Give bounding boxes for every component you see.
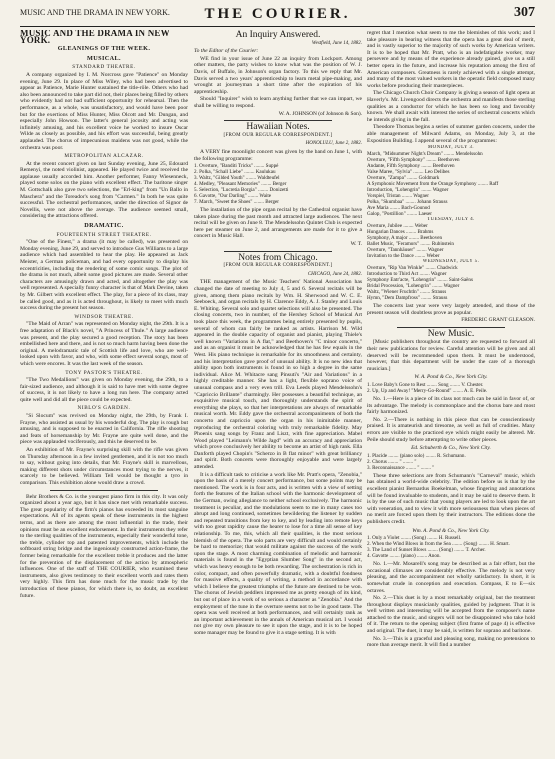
new-music-title: New Music. [427,328,475,339]
programme-item: Andante, Fifth Symphony ........ Beethoven [367,163,455,170]
programme-item: Bridal Procession, "Lohengrin" ........ Wagner [367,283,460,290]
article-paragraph: "The Two Medallions" was given on Monday evening, the 29th, to a fair-sized audience, and although it is said to have met with some degree of success, it is not likely to have a long run here. The company acted quite well and did all the piece could be expected. [20,377,188,403]
music-list-item: 1. Only a Violet ........ (Song) ........ H. Russell. [367,535,462,542]
page-number: 307 [514,5,535,20]
music-list [367,382,535,394]
divider [397,327,505,328]
fourteenth-street-heading: FOURTEENTH STREET THEATRE. [56,231,152,238]
programme-item: 7. March, "Sweet the Shoes" ........ Berger [194,199,279,206]
review-paragraph: No. 2.—There is nothing in this piece that can be conscientiously praised. It is amateurish and tiresome, as well as full of crudities. Many errors are visible to the practiced eye which might easily be altered. Mr. Peile should study before attempting to write other pieces. [367,416,535,443]
programme-item: Polka, "Skumbaa" ........ Johann Strauss [367,199,448,206]
programme-item: Symphony, A major ........ Beethoven [367,235,443,242]
programme-item: Ave Maria ........ Bach-Gounod [367,205,430,212]
review-paragraph: These three selections are from Schumann's "Carneval" music, which has obtained a world-wide celebrity. The edition before us is that by the excellent pianist Bernardus Boekelman, whose fingering and annotations will be found invaluable to students, and it may be said to deserve them. It is by the use of such music that young players are led to look upon the art with veneration, and to view it with more seriousness than when pieces of no merit are forced upon them by their instructors. The editions done the publishers credit. [367,472,535,525]
programme-date: MONDAY, JULY 3. [427,145,475,151]
programme-item: Galop, "Postillion" ........ Laeser [367,211,432,218]
salutation: To the Editor of the Courier: [194,48,259,55]
programme-item: 5. Selection, "Lucretia Borgia" ........ Donizetti [194,187,289,194]
masthead-title: THE COURIER. [204,6,351,22]
music-list-item: 1. Placide ........ (piano solo) ........ R. Schumann. [367,452,466,459]
article-paragraph: Behr Brothers & Co. is the youngest piano firm in this city. It was only organized about a year ago, but it has since met with remarkable success. The great popularity of the firm's pianos has exceeded its most sanguine expectations. All of its agents speak of these instruments in the highest terms, and as there are among the most influential in the trade, their opinions must be an excellent endorsement. In their instruments they refer to the sterling qualities of the instruments, especially their wonderful tone, the treble, cylinder top and patented improvements, which include the softboard string bridge and the ingeniously constructed action-frame, the former being remarkable for the excellent treble it produces and the latter for the prevention of the displacement of the action by atmospheric influences. One of the staff of THE COURIER, who examined these instruments, also gives testimony to their excellent worth and rates them very highly. This firm has done much for the music trade by the introduction of these pianos, for which there is, no doubt, an excellent future. [20,493,188,599]
review-paragraph: No. 1.—Here is a piece of its class not much can be said in favor of, or its advantage. The melody is commonplace and the chorus bare and most fairly harmonized. [367,396,535,416]
inquiry-title: An Inquiry Answered. [235,30,321,40]
programme-item: Overture, "Rip Van Winkle" ........ Chadwick [367,265,458,272]
programme-item: 2. Polka, "Schall Liebe" ........ Kaulukau [194,169,276,176]
publisher-heading: W. A. Pond & Co., New York City. [414,374,488,381]
programme-list [367,145,535,301]
programme-item: Hungarian Dances ........ Brahms [367,229,434,236]
programme-item: Introduction, "Lohengrin" ........ Wagner [367,187,449,194]
programme-item: Vorspiel, Tristan ........ Wagner [367,193,429,200]
correspondent-note: [FROM OUR REGULAR CORRESPONDENT.] [223,132,333,138]
hawaiian-notes-title: Hawaiian Notes. [246,122,310,133]
programme-item: Introduction to Third Act ........ Wagner [367,271,447,278]
dramatic-heading: DRAMATIC. [84,222,124,230]
correspondent-note: [FROM OUR REGULAR CORRESPONDENT.] [223,263,333,269]
dateline: CHICAGO, June 24, 1882. [307,271,362,277]
programme-item: 4. Medley, "Pleasant Memories" ........ Berger [194,181,287,188]
chicago-notes-title: Notes from Chicago. [238,252,318,263]
programme-list [194,163,362,205]
page-header [20,4,535,27]
programme-item: Overture, "Tannhäuser" ........ Wagner [367,247,444,254]
article-paragraph: At the recent concert given on last Sunday evening, June 25, Edouard Remenyi, the noted violinist, appeared. He played twice and received the applause usually accorded him. Another performer, Fanny Wiesenneck, played some solos on the piano with excellent effect. The baritone singer M. Gottschalk also gave two selections, the "Erl-king" from "Un Ballo in Maschera" and the Toreador's song from "Carmen." In both he was quite successful. The orchestral performances, under the direction of Signor de Novellis, were not above the average. The audience seemed small, considering the attractions offered. [20,160,188,220]
dateline: Westfield, June 14, 1882. [311,40,362,46]
article-paragraph: It is a difficult task to criticise a work like Mr. Pratt's opera, "Zenobia," upon the basis of a merely concert performance, but some points may be mentioned. The work is in four acts, and is written with a view of setting forth the features of the Italian school with the harmonic development of the German, owing allegiance to neither school exclusively. The harmonic treatment is peculiar, and the modulations seem to me in many cases too abrupt and long continued, sometimes bewildering the listener by sudden and repeated transitions from key to key, and by leading into remote keys with too great rapidity cause the hearer to lose for a time all sense of key relationship. To me, this, which all their qualities, is the most serious blemish of the opera. The solo parts are very difficult and would certainly be hard to memorize; that would militate against the success of the work upon the stage. A most charming combination of melodic and harmonic materials is found in the "Egyptian Slumber Song" in the second act, which was heavy enough to be both rewarding. The orchestration is rich in color, compact, and often powerfully dramatic, with a doubtful fondness for massive effects, a quality of writing, a method in accordance with which I believe the greatest triumphs of the future are destined to be won. The chorus of Jewish peddlers impressed me as pretty enough of its kind, but out of place in a work of so serious a character as "Zenobia." And the employment of the tune in the overture seems not to be in good taste. The opera was well received at both performances, and will certainly rank as an important achievement in the annals of American musical art. I would not give my own pleasure to see it upon the stage, and it is to be hoped some manager may be found to give it a stage setting. It is with [194,471,362,636]
article-paragraph: The installation of the pipe organ recital by the Cathedral organist have taken place during the past month and attracted large audiences. The next recital will be given on June 8. The Mendelssohn Quintet Club is expected here per steamer on June 2, and arrangements are made for it to give a concert in Music Hall. [194,207,362,240]
article-paragraph: An exhibition of Mr. Frayne's surprising skill with the rifle was given on Thursday afternoon in a few invited gentlemen, and it is not too much to say, without going into details, that Mr. Frayne's skill is marvellous, making different shots under circumstances most trying to the nerves, it scarcely to be believed. William Tell would be thought a tyro in comparison. This exhibition alone would draw a crowd. [20,447,188,486]
music-list-item: 1. Love Baby's Gone to Rest ........ Song ........ V. Chester. [367,382,484,389]
programme-item: Invitation to the Dance ........ Weber [367,253,440,260]
programme-item: March, "Midsummer Night's Dream" ........ Mendelssohn [367,151,483,158]
music-list-item: 3. The Land of Sunset Blows ........ (Song) ........ T. Archer. [367,547,486,554]
signature: W. A. JOHNSON (of Johnson & Son). [278,110,362,117]
musical-heading: MUSICAL. [87,54,121,62]
music-list-item: 2. Up, Up and Away! "Merry-Go-Round" ........ A. E. Peile. [367,388,488,395]
music-list-item: 3. Reconnaissance ........ " ........ " [367,464,435,471]
programme-item: Waltz, "Wiener Fruchtln" ........ Strauss [367,289,447,296]
metropolitan-heading: METROPOLITAN ALCAZAR. [64,153,144,160]
divider [224,251,332,252]
article-paragraph: The Chicago Church Choir Company is giving a season of light opera at Haverly's. Mr. Livengood directs the orchestra and manifests those sterling qualities as a conductor for which he has been so long and favorably known. We shall await with interest the series of orchestral concerts which he intends giving in the fall. [367,90,535,123]
music-list-item: 2. Chorus ........ " ........ " [367,458,417,465]
running-head-section: MUSIC AND THE DRAMA IN NEW YORK. [20,8,170,17]
programme-item: 3. Waltz, "Gilded Youth" ........ Waldteufel [194,175,280,182]
programme-item: Ballet Music, "Feramors" ........ Rubinstein [367,241,454,248]
programme-item: Symphony Entr'acte, "Lohengrin" ........ Saint-Saëns [367,277,473,284]
column-2 [194,30,362,753]
signature: W. T. [350,241,362,248]
review-paragraph: No. 3.—This is a graceful and pleasing song, making no pretensions to more than average merit. It will find a number [367,635,535,649]
programme-item: 6. Gavotte, "Our Darling" ........ Waite [194,193,272,200]
programme-item: A Symphonic Movement from the Orange Symphony ........ Raff [367,181,499,188]
programme-item: 1. Overture, "Banditi Tricks" ........ Suppé [194,163,279,170]
review-paragraph: No. 1.—Mr. Mosarell's song may be described as a fair effort, but the occasional climaxes are considerably effective. The melody is not very pleasing, and the accompaniment not wholly satisfactory. In short, it is somewhat crude in conception and execution. Compass, E to E—six octaves. [367,561,535,594]
publisher-heading: Ed. Schuberth & Co., New York City. [411,445,491,452]
programme-item: Hymn, "Dem Dampfross" ........ Strauss [367,295,448,302]
article-paragraph: A company organized by I. M. Norcross gave "Patience" on Monday evening, June 29. In place of Miss Wiley, who had been advertised to appear as Patience, Marie Hunter sustained the title-rôle. Others who had also been announced to take part did not, their places being filled by others who evidently had not had sufficient opportunity for rehearsal. Then the performance, as a whole, was unsatisfactory, and would have been poor but for the exertions of Miss Hunter, Miss Olcott and Mr. Dungan, and especially John Howson. The latter's general jocosity and acting was infinitely amusing, and his excellent voice he worked to insure Oscar Wilde as closely as possible, and his effort was successful, being greatly applauded. The chorus of impecunious maidens was not good, while the orchestra was poor. [20,71,188,151]
windsor-heading: WINDSOR THEATRE. [74,313,134,320]
article-paragraph: "One of the Finest," a drama (it may be called), was presented on Monday evening, June 29, and served to introduce Gus Williams to a large audience which had assembled to hear the play. He appeared as Jack Meister, a German policeman, and had every opportunity to display his eccentricities, including the rendering of some comic songs. The plot of the drama is not much, albeit some good pictures are made. Several other characters are amusingly drawn and acted, and altogether the play was well represented. A specially funny character is that of Mark Devine, taken by Mr. Gilbert with excellent effect. The play, for a piece of its class, may be called good, and as it is acted throughout, is likely to meet with much success during the present hot season. [20,239,188,312]
programme-item: Valse Maree, "Sylvia" ........ Leo Delibes [367,169,450,176]
standard-theatre-heading: STANDARD THEATRE. [72,64,136,71]
dateline: HONOLULU, June 2, 1882. [305,141,362,147]
signature: FREDERIC GRANT GLEASON. [461,317,535,324]
article-paragraph: A VERY fine moonlight concert was given by the band on June 1, with the following programme: [194,148,362,162]
article-paragraph: WE find in your issue of June 22 an inquiry from Lockport. Among other matters, the party wishes to know what was the position of W. J. Davis, of Buffalo, in Johnson's organ factory. To this we reply that Mr. Davis served a two years' apprenticeship to learn metal pipe-making, and wrought at journeyman a short time after the expiration of his apprenticeship. [194,55,362,95]
article-paragraph: Theodore Thomas begins a series of summer garden concerts, under the able management of Milward Adams, on Monday, July 3, at the Exposition Building. I append several of the programmes: [367,124,535,144]
gleanings-subheading: GLEANINGS OF THE WEEK. [57,45,151,53]
programme-date: TUESDAY, JULY 4. [427,217,475,223]
programme-item: Overture, "Fifth Symphony" ........ Beethoven [367,157,460,164]
music-list-item: 2. When the Wind Blows in from the Sea ........ (Song) ........ H. Smart. [367,541,510,548]
article-paragraph: THE management of the Music Teachers' National Association has changed the date of meeting to July 4, 5 and 6. Several recitals will be given, among them piano recitals by Wm. H. Sherwood and W. C. E. Seeboeck, and organ recitals by H. Clarence Eddy, A. J. Stanley and Louis E. Whiting. Several solo and quartet selections will also be presented. The closing concerts, two in number, of the Hershey School of Musical Art took place this week, the programmes being entirely presented by pupils, several of whom can fairly be ranked as artists. Harrison M. Wild appeared in the double capacity of organist and pianist, playing Thiele's well known "Variations in A flat," and Beethoven's "C minor concerto," and as an organist it must be acknowledged that he has few equals in the West. His piano technique is remarkable for its smoothness and certainty, and his interpretation gave proof of unusual ability. It is no new idea that ability upon both instruments is found in so high a degree in the same individual. Alice M. Whitacre sang Pinsuti's "Air and Variations" in a highly creditable manner. She has a light, flexible soprano voice of unusual compass and a very even trill. Eva Leeds played Mendelssohn's "Capriccio Brillante" charmingly. Her possesses a beautiful technique, an exquisitive musical touch, and thoroughly understands the spirit of everything she plays, so that her interpretations are always of remarkable musical worth. Mr. Eddy gave the orchestral accompaniments of both the concerto and capriccio upon the organ in his inimitable manner, reproducing the orchestral coloring with truly remarkable fidelity. May Phoenix sang songs by Franz and Liszt, with fine appreciation. Mabel Wood played "Leimann's Wilde Jagd" with an accuracy and appreciation which prove conclusively her ability to become an artist of high rank. Ella Danforth played Chopin's "Scherzo in B flat minor" with great brilliancy and spirit. Both concerts were thoroughly enjoyable and were largely attended. [194,279,362,471]
review-paragraph: No. 2.—This duet is by a most remarkably original, but the treatment throughout displays musicianly qualities, guided by judgment. That it is well written and interesting will be accepted from the composer's name attached to the music, and singers will not be disappointed who take hold of it. The return to the opening subject (first frame of page 4) is effective and original. The duet, it may be said, is written for soprano and baritone. [367,595,535,635]
publisher-heading: Wm. A. Pond & Co., New York City. [412,527,490,534]
tony-pastor-heading: TONY PASTOR'S THEATRE. [65,369,143,376]
divider [50,490,158,491]
column-3 [367,30,535,753]
programme-date: WEDNESDAY, JULY 5. [422,259,480,265]
divider [224,120,332,121]
article-paragraph: "The Maid of Arran" was represented on Monday night, the 29th. It is a free adaptation of Black's novel, "A Princess of Thule." A large audience was present, and the play secured a good reception. The story has been embellished here and there, and is not so much harm having been done the original. A melodramatic tale of Scottish life and love, who are well-looked upon with favor, and who, with some effect several songs, most of which were encores. It was the last week of the season. [20,321,188,367]
column-1 [20,30,188,753]
article-paragraph: The concerts last year were very largely attended, and those of the present season will doubtless prove as popular. [367,303,535,316]
music-list-item: 4. Gavotte ........ (piano) ........ Anon. [367,553,441,560]
music-list [367,453,535,471]
article-paragraph: "Si Slocum" was revived on Monday night, the 29th, by Frank I. Frayne, who assisted as usual by his wonderful dog. The play is rough but amusing, and is supposed to be enacted in California. The rifle shooting and feats of horsemanship by Mr. Frayne are quite well done, and the piece was applauded vociferously, and this he deserved to be. [20,413,188,446]
section-heading: MUSIC AND THE DRAMA IN NEW YORK. [20,30,170,45]
niblos-garden-heading: NIBLO'S GARDEN. [77,405,131,412]
programme-item: Overture, Jubilee ........ Weber [367,223,428,230]
editorial-note: [Music publishers throughout the country are requested to forward all their new publications for review. Careful attention will be given and all deserved will be recommended upon them. It must be understood, however, that this department will be under the care of a thorough musician.] [367,339,535,372]
article-paragraph: regret that I mention what seem to me the blemishes of this work; and I take pleasure in bearing witness that the opera has a great deal of merit, and is vastly superior to the majority of such works by American writers. It is to be hoped that Mr. Pratt, who is an indefatigable worker, may persevere and by means of the experience already gained, give us a still better opera in the future, and increase his reputation among the first of American composers. Greatness is rarely achieved with a single attempt, and many of the most valued workers in the operatic field composed many works before producing their masterpieces. [367,30,535,89]
article-paragraph: Should "Inquirer" wish to learn anything further that we can impart, we shall be willing to respond. [194,96,362,109]
programme-item: Overture, "Zampa" ........ Goldmark [367,175,440,182]
music-list [367,535,535,559]
